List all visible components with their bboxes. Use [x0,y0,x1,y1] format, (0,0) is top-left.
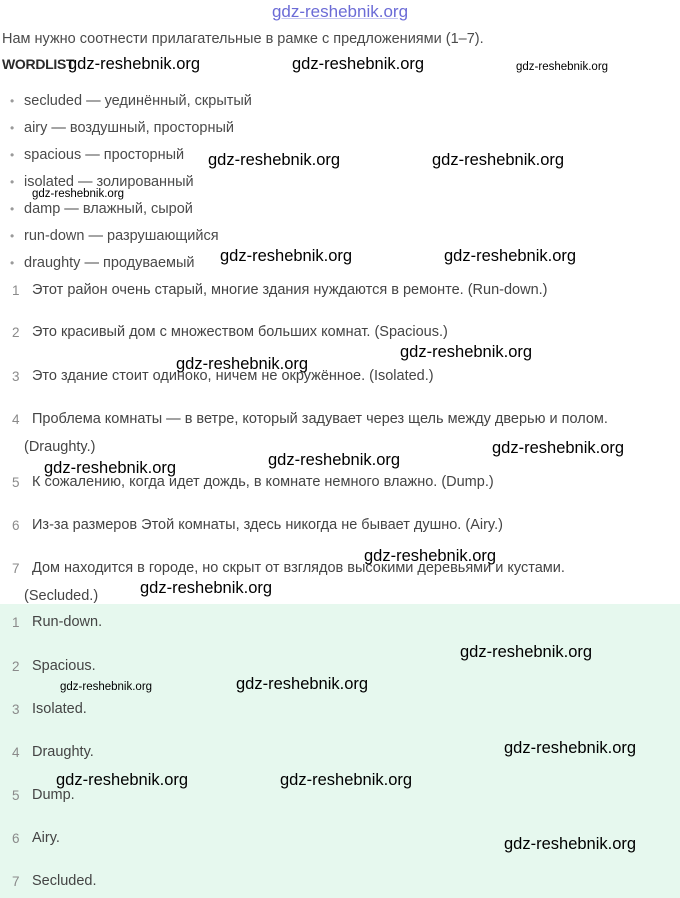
answer-text: Airy. [32,830,60,846]
wordlist-item [10,255,195,271]
wordlist-item-text: secluded — уединённый, скрытый [24,93,252,109]
watermark-text: gdz-reshebnik.org [400,343,533,361]
wordlist-item-text: isolated — золированный [24,174,194,190]
wordlist-item-text: run-down — разрушающийся [24,228,219,244]
watermark-text: gdz-reshebnik.org [32,188,125,200]
wordlist-item-text: damp — влажный, сырой [24,201,193,217]
watermark-text: gdz-reshebnik.org [292,55,425,73]
answer-number: 6 [12,831,20,846]
question-text: Это красивый дом с множеством больших комнат. (Spacious.) [32,324,448,340]
wordlist-item [10,201,193,217]
watermark-text: gdz-reshebnik.org [444,247,577,265]
watermark-text: gdz-reshebnik.org [280,771,413,789]
question-text: Из-за размеров Этой комнаты, здесь никогда не бывает душно. (Airy.) [32,517,503,533]
watermark-text: gdz-reshebnik.org [236,675,369,693]
wordlist-item [10,228,219,244]
watermark-text: gdz-reshebnik.org [220,247,353,265]
bullet-icon: • [10,202,15,216]
answer-number: 1 [12,615,20,630]
question-number: 3 [12,369,20,384]
question-number: 1 [12,283,20,298]
watermark-text: gdz-reshebnik.org [208,151,341,169]
question-answer-hint: (Secluded.) [24,588,99,604]
answer-text: Dump. [32,787,75,803]
watermark-text: gdz-reshebnik.org [44,459,177,477]
wordlist-item-text: airy — воздушный, просторный [24,120,234,136]
answer-text: Isolated. [32,701,87,717]
wordlist-item-text: spacious — просторный [24,147,185,163]
question-text: Дом находится в городе, но скрыт от взглядов высокими деревьями и кустами. [32,560,565,576]
watermark-text: gdz-reshebnik.org [504,835,637,853]
question-number: 5 [12,475,20,490]
site-header-link[interactable]: gdz-reshebnik.org [271,2,409,21]
answer-number: 7 [12,874,20,889]
wordlist-item [10,120,234,136]
watermark-text: gdz-reshebnik.org [268,451,401,469]
task-instruction: Нам нужно соотнести прилагательные в рамке с предложениями (1–7). [2,31,484,47]
question-text: Это здание стоит одиноко, ничем не окружённое. (Isolated.) [32,368,434,384]
watermark-text: gdz-reshebnik.org [460,643,593,661]
bullet-icon: • [10,256,15,270]
wordlist-heading: WORDLIST [2,56,75,72]
bullet-icon: • [10,94,15,108]
answer-text: Draughty. [32,744,94,760]
watermark-text: gdz-reshebnik.org [176,355,309,373]
answer-text: Run-down. [32,614,103,630]
question-answer-hint: (Draughty.) [24,439,96,455]
watermark-text: gdz-reshebnik.org [492,439,625,457]
watermark-text: gdz-reshebnik.org [68,55,201,73]
bullet-icon: • [10,229,15,243]
question-number: 6 [12,518,20,533]
watermark-text: gdz-reshebnik.org [140,579,273,597]
question-number: 4 [12,412,20,427]
question-number: 7 [12,561,20,576]
answer-text: Spacious. [32,658,96,674]
watermark-text: gdz-reshebnik.org [516,61,609,73]
answer-text: Secluded. [32,873,97,889]
bullet-icon: • [10,148,15,162]
wordlist-item [10,93,252,109]
answer-number: 3 [12,702,20,717]
watermark-text: gdz-reshebnik.org [60,681,153,693]
wordlist-item-text: draughty — продуваемый [24,255,195,271]
watermark-text: gdz-reshebnik.org [56,771,189,789]
question-text: Проблема комнаты — в ветре, который задувает через щель между дверью и полом. [32,411,608,427]
answer-number: 5 [12,788,20,803]
answer-number: 4 [12,745,20,760]
wordlist-item [10,147,184,163]
watermark-text: gdz-reshebnik.org [504,739,637,757]
bullet-icon: • [10,175,15,189]
bullet-icon: • [10,121,15,135]
watermark-text: gdz-reshebnik.org [432,151,565,169]
question-text: Этот район очень старый, многие здания нуждаются в ремонте. (Run-down.) [32,282,548,298]
question-number: 2 [12,325,20,340]
watermark-text: gdz-reshebnik.org [364,547,497,565]
answer-number: 2 [12,659,20,674]
question-text: К сожалению, когда идет дождь, в комнате немного влажно. (Dump.) [32,474,494,490]
